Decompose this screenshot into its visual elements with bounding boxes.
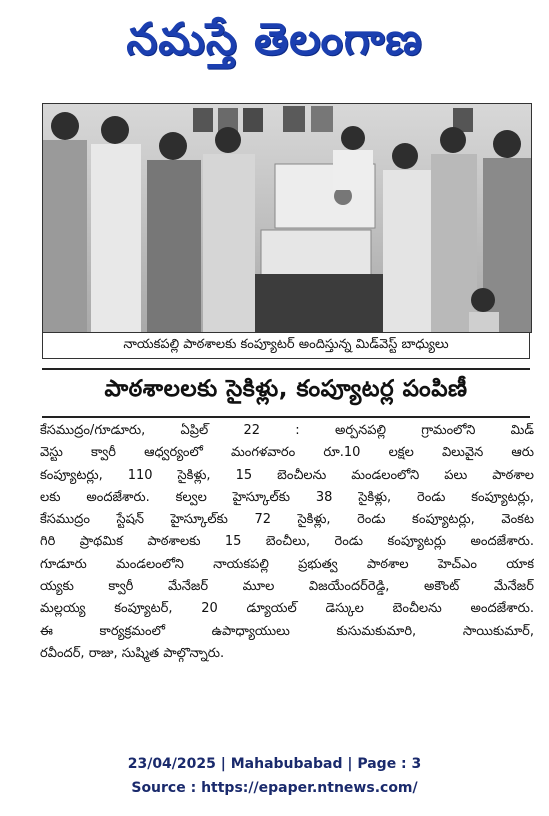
article-line: లకు అందజేశారు. కల్వల హైస్కూల్‌కు 38 సైకిళ్లు, రెండు కంప్యూటర్లు, — [40, 489, 534, 505]
edition-info: 23/04/2025 | Mahabubabad | Page : 3 — [127, 756, 422, 772]
next-article-cutoff — [40, 733, 530, 739]
article-line: య్యకు క్వారీ మేనేజర్ మూల విజయేందర్‌రెడ్డి, అకౌంట్ మేనేజర్ — [40, 579, 534, 595]
article-line: వెస్టు క్వారీ ఆధ్వర్యంలో మంగళవారం రూ.10 లక్షల విలువైన ఆరు — [40, 445, 534, 461]
article-line: ఈ కార్యక్రమంలో ఉపాధ్యాయులు కుసుమకుమారి, సాయికుమార్, — [40, 623, 534, 639]
article-line: గూడూరు మండలంలోని నాయకపల్లి ప్రభుత్వ పాఠశాల హెచ్‌ఎం యాక — [40, 556, 534, 572]
article-line: కేసముద్రం/గూడూరు, ఏప్రిల్ 22 : అర్పనపల్లి గ్రామంలోని మిడ్ — [40, 423, 534, 438]
masthead-title: నమస్తే తెలంగాణ — [126, 14, 423, 65]
photo-caption: నాయకపల్లి పాఠశాలకు కంప్యూటర్ అందిస్తున్న మిడ్‌వెస్ట్ బాధ్యులు — [42, 333, 530, 359]
article-line: కంప్యూటర్లు, 110 సైకిళ్లు, 15 బెంచీలను మండలంలోని పలు పాఠశాల — [40, 467, 534, 483]
news-photo — [42, 103, 532, 333]
source-link[interactable]: Source : https://epaper.ntnews.com/ — [131, 780, 418, 796]
article-line: కేసముద్రం స్టేషన్ హైస్కూల్‌కు 72 సైకిళ్లు, రెండు కంప్యూటర్లు, వెంకట — [40, 512, 534, 528]
article-headline: పాఠశాలలకు సైకిళ్లు, కంప్యూటర్ల పంపిణీ — [104, 376, 468, 402]
masthead — [0, 0, 549, 90]
article-line: మల్లయ్య కంప్యూటర్, 20 డ్యూయల్ డెస్కుల బెంచీలను అందజేశారు. — [40, 601, 534, 617]
article-line: రవీందర్, రాజు, సుష్మిత పాల్గొన్నారు. — [40, 645, 225, 661]
article-body — [40, 420, 534, 665]
article-line: గిరి ప్రాథమిక పాఠశాలకు 15 బెంచీలు, రెండు కంప్యూటర్లు అందజేశారు. — [40, 534, 534, 550]
headline-bottom-rule — [42, 416, 530, 418]
